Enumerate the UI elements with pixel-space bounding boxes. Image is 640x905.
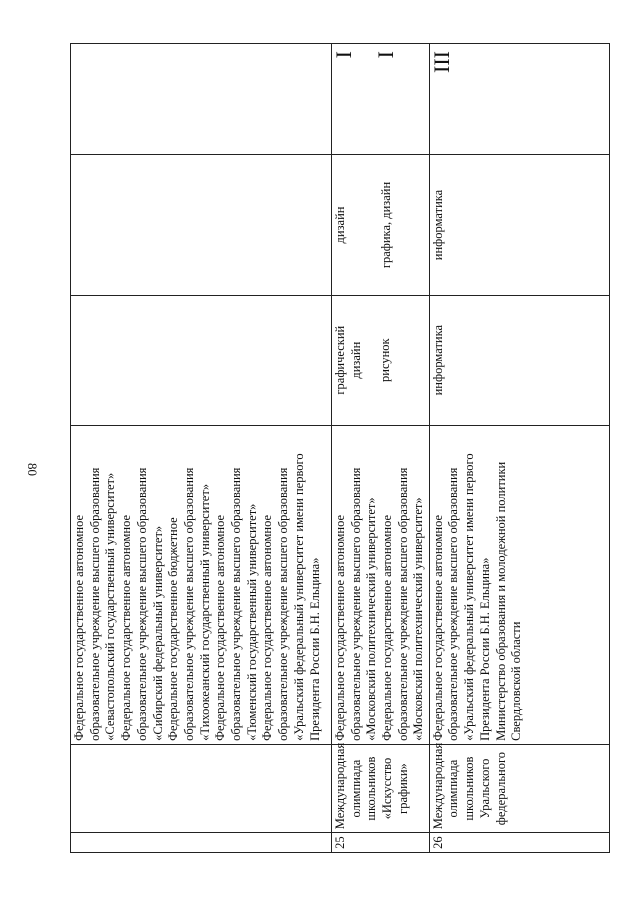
- cell-num: 25: [331, 833, 429, 853]
- name-line: Уральского: [477, 758, 492, 819]
- org-line: Федеральное государственное автономное: [72, 514, 86, 741]
- cell-profile: [429, 295, 609, 425]
- org-line: Федеральное государственное бюджетное: [166, 517, 181, 741]
- org-line: образовательное учреждение высшего образования: [276, 467, 291, 741]
- cell-org: [71, 425, 332, 744]
- org-line: «Московский политехнический университет»: [411, 497, 426, 741]
- cell-level: [71, 44, 332, 155]
- profile-line: рисунок: [378, 338, 393, 382]
- org-line: «Севастопольский государственный университет»: [103, 472, 118, 741]
- olympiad-table-rotated: [70, 43, 610, 853]
- cell-profile: [71, 295, 332, 425]
- org-line: «Московский политехнический университет»: [364, 497, 379, 741]
- cell-spec: [71, 155, 332, 295]
- name-line: федерального: [493, 751, 508, 826]
- cell-level: [429, 44, 609, 155]
- cell-level: [331, 44, 429, 155]
- org-line: Федеральное государственное автономное: [430, 514, 445, 741]
- cell-spec: [331, 155, 429, 295]
- level-mark: III: [428, 51, 454, 73]
- name-line: школьников: [462, 756, 477, 821]
- org-line: Федеральное государственное автономное: [213, 514, 228, 741]
- cell-name: [331, 744, 429, 832]
- cell-profile: [331, 295, 429, 425]
- org-line: образовательное учреждение высшего образования: [87, 467, 102, 741]
- name-line: Международная: [332, 742, 347, 830]
- table-row: [331, 44, 429, 853]
- org-line: образовательное учреждение высшего образования: [229, 467, 244, 741]
- org-line: Президента России Б.Н. Ельцина»: [477, 557, 492, 741]
- org-line: образовательное учреждение высшего образования: [446, 467, 461, 741]
- profile-line: информатика: [430, 324, 445, 396]
- name-line: олимпиада: [348, 759, 363, 818]
- table-row: [429, 44, 609, 853]
- olympiad-table: [70, 43, 610, 853]
- org-line: «Уральский федеральный университет имени первого: [462, 453, 477, 741]
- org-line: «Тюменский государственный университет»: [244, 503, 259, 741]
- level-mark: I: [330, 51, 356, 59]
- org-line: образовательное учреждение высшего образования: [395, 467, 410, 741]
- name-line: школьников: [364, 756, 379, 821]
- profile-line: дизайн: [348, 341, 363, 379]
- cell-name: [71, 744, 332, 832]
- table-row: [71, 44, 332, 853]
- org-line: Федеральное государственное автономное: [332, 514, 347, 741]
- org-line: «Сибирский федеральный университет»: [150, 525, 165, 741]
- name-line: Международная: [430, 742, 445, 830]
- spec-line: графика, дизайн: [378, 181, 393, 269]
- org-line: Свердловской области: [509, 621, 524, 741]
- name-line: олимпиада: [446, 759, 461, 818]
- org-line: образовательное учреждение высшего образования: [134, 467, 149, 741]
- name-line: «Искусство графики»: [379, 757, 410, 820]
- cell-name: [429, 744, 609, 832]
- org-line: Министерство образования и молодежной политики: [493, 461, 508, 741]
- spec-line: дизайн: [332, 206, 347, 244]
- cell-spec: [429, 155, 609, 295]
- page-number: 80: [25, 463, 40, 476]
- org-line: Федеральное государственное автономное: [260, 514, 275, 741]
- level-mark: I: [372, 51, 398, 59]
- cell-num: 26: [429, 833, 609, 853]
- profile-line: графический: [332, 325, 347, 395]
- cell-num: [71, 833, 332, 853]
- spec-line: информатика: [430, 189, 445, 261]
- org-line: Федеральное государственное автономное: [379, 514, 394, 741]
- org-line: образовательное учреждение высшего образования: [181, 467, 196, 741]
- org-line: Президента России Б.Н. Ельцина»: [307, 557, 322, 741]
- org-line: «Уральский федеральный университет имени первого: [291, 453, 306, 741]
- org-line: «Тихоокеанский государственный университет»: [197, 483, 212, 741]
- org-line: Федеральное государственное автономное: [119, 514, 134, 741]
- cell-org: [429, 425, 609, 744]
- org-line: образовательное учреждение высшего образования: [348, 467, 363, 741]
- cell-org: [331, 425, 429, 744]
